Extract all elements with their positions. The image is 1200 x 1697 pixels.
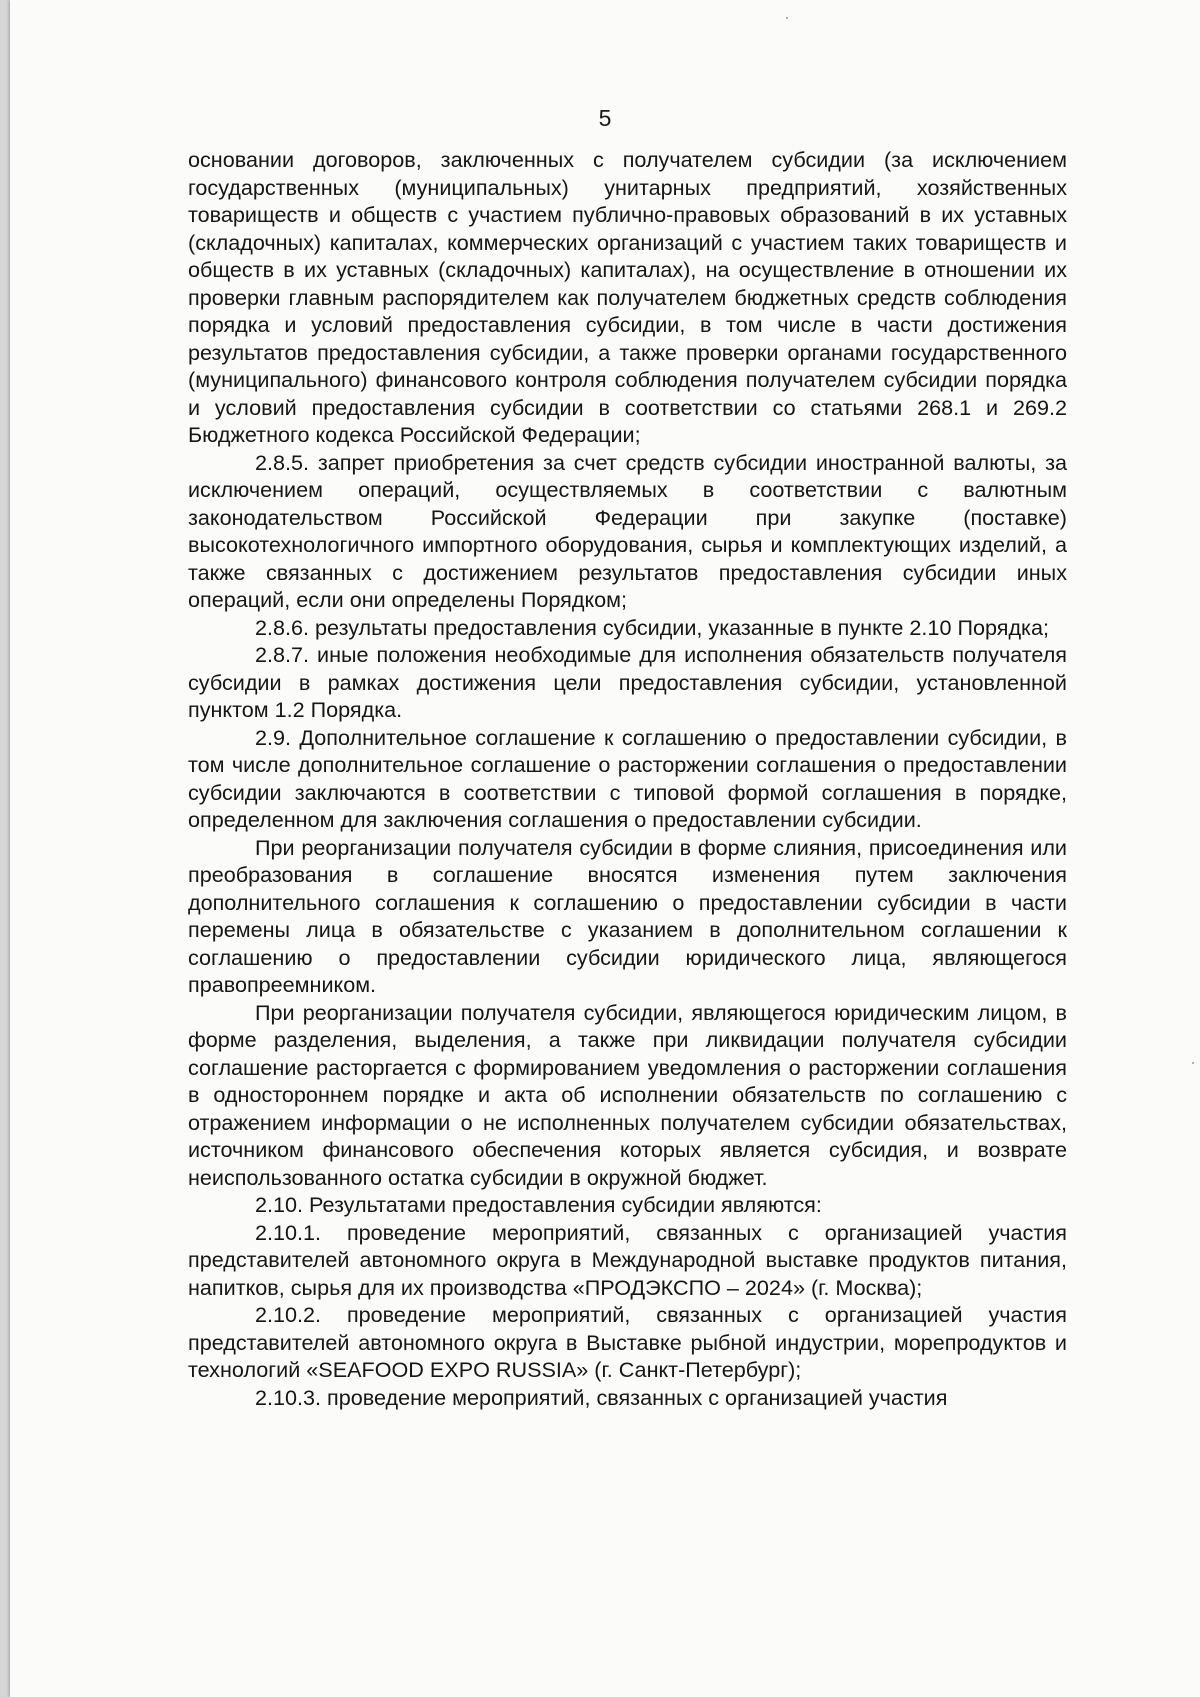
- page-number: 5: [598, 105, 612, 131]
- paragraph-2-9: 2.9. Дополнительное соглашение к соглашению о предоставлении субсидии, в том числе дополнительное соглашение о расторжении соглашения о предоставлении субсидии заключаются в соответствии с типовой формой соглашения в порядке, определенном для заключения соглашения о предоставлении субсидии.: [188, 724, 1067, 832]
- paragraph-reorganization-merger: При реорганизации получателя субсидии в форме слияния, присоединения или преобразования в соглашение вносятся изменения путем заключения дополнительного соглашения к соглашению о предоставлении субсидии в части перемены лица в обязательстве с указанием в дополнительном соглашении к соглашению о предоставлении субсидии юридического лица, являющегося правопреемником.: [188, 834, 1067, 997]
- paragraph-2-10-3: 2.10.3. проведение мероприятий, связанных с организацией участия: [255, 1384, 948, 1410]
- paragraph-2-8-5: 2.8.5. запрет приобретения за счет средств субсидии иностранной валюты, за исключением операций, осуществляемых в соответствии с валютным законодательством Российской Федерации при закупке (поставке) высокотехнологичного импортного оборудования, сырья и комплектующих изделий, а также связанных с достижением результатов предоставления субсидии иных операций, если они определены Порядком;: [188, 449, 1067, 612]
- paragraph-continuation: основании договоров, заключенных с получателем субсидии (за исключением государственных (муниципальных) унитарных предприятий, хозяйственных товариществ и обществ с участием публично-правовых образований в их уставных (складочных) капиталах, коммерческих организаций с участием таких товариществ и обществ в их уставных (складочных) капиталах), на осуществление в отношении их проверки главным распорядителем как получателем бюджетных средств соблюдения порядка и условий предоставления субсидии, в том числе в части достижения результатов предоставления субсидии, а также проверки органами государственного (муниципального) финансового контроля соблюдения получателем субсидии порядка и условий предоставления субсидии в соответствии со статьями 268.1 и 269.2 Бюджетного кодекса Российской Федерации;: [188, 147, 1067, 447]
- paragraph-2-8-7: 2.8.7. иные положения необходимые для исполнения обязательств получателя субсидии в рамках достижения цели предоставления субсидии, установленной пунктом 1.2 Порядка.: [188, 642, 1067, 722]
- paragraph-reorganization-division: При реорганизации получателя субсидии, являющегося юридическим лицом, в форме разделения, выделения, а также при ликвидации получателя субсидии соглашение расторгается с формированием уведомления о расторжении соглашения в одностороннем порядке и акта об исполнении обязательств по соглашению с отражением информации о не исполненных получателем субсидии обязательствах, источником финансового обеспечения которых является субсидия, и возврате неиспользованного остатка субсидии в окружной бюджет.: [188, 999, 1067, 1190]
- paragraph-2-8-6: 2.8.6. результаты предоставления субсидии, указанные в пункте 2.10 Порядка;: [255, 614, 1049, 640]
- scan-speck: [786, 17, 788, 19]
- paragraph-2-10-2: 2.10.2. проведение мероприятий, связанных с организацией участия представителей автономного округа в Выставке рыбной индустрии, морепродуктов и технологий «SEAFOOD EXPO RUSSIA» (г. Санкт-Петербург);: [188, 1302, 1067, 1382]
- document-page: [10, 0, 1200, 1697]
- scan-speck: [1192, 1062, 1194, 1064]
- document-body: [188, 146, 1067, 1411]
- paragraph-2-10-1: 2.10.1. проведение мероприятий, связанных с организацией участия представителей автономного округа в Международной выставке продуктов питания, напитков, сырья для их производства «ПРОДЭКСПО – 2024» (г. Москва);: [188, 1219, 1067, 1300]
- paragraph-2-10: 2.10. Результатами предоставления субсидии являются:: [255, 1192, 822, 1217]
